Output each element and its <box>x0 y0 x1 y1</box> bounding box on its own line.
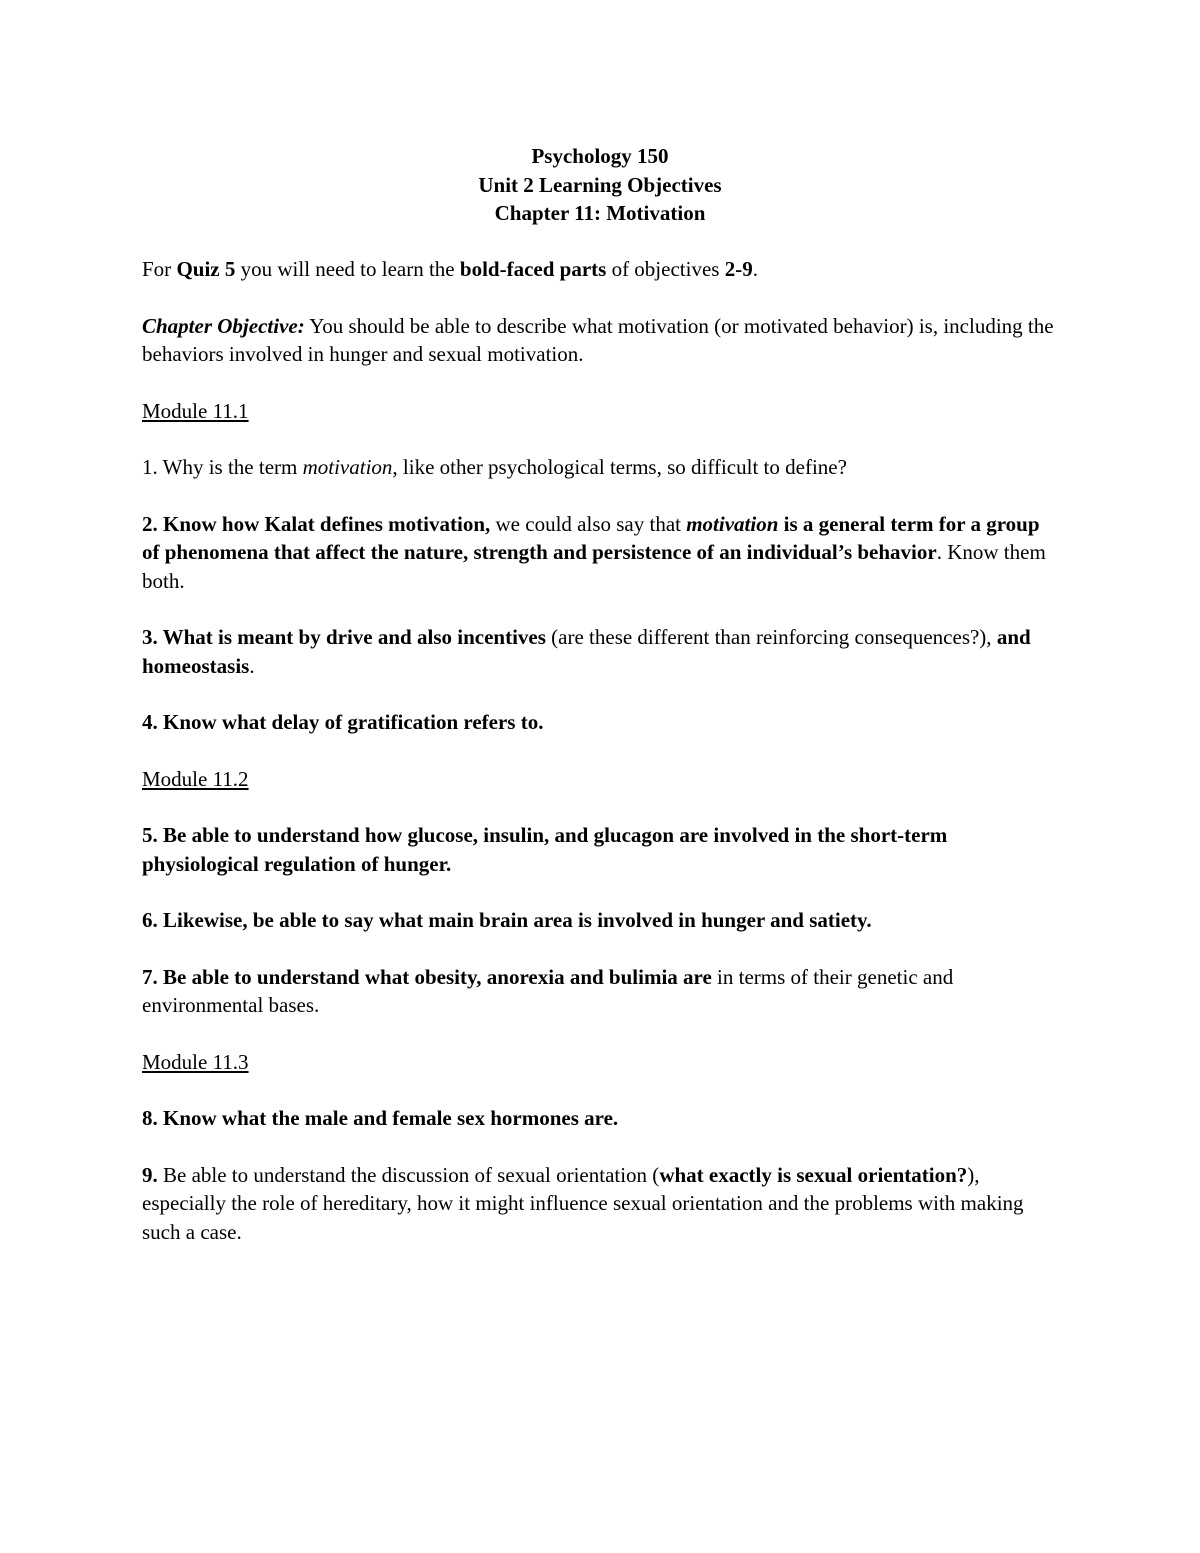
objective-8 <box>142 1104 1062 1133</box>
objective-1 <box>142 453 1062 482</box>
chapter-objective-label: Chapter Objective: <box>142 313 305 338</box>
bold-parts-label: bold-faced parts <box>459 257 607 281</box>
objective-range: 2-9 <box>724 257 753 281</box>
module-heading-11-1: Module 11.1 <box>142 398 249 423</box>
objective-bold-text: 6. Likewise, be able to say what main brain area is involved in hunger and satiety. <box>142 908 872 932</box>
objective-bold-text: 2. Know how Kalat defines motivation, <box>142 511 491 536</box>
objective-3 <box>142 623 1062 680</box>
objective-text: , like other psychological terms, so difficult to define? <box>392 455 847 479</box>
objective-text: 1. Why is the term <box>142 455 303 479</box>
objective-text: ), especially the role of hereditary, how it might influence sexual orientation and the problems with making such a case. <box>142 1162 1024 1244</box>
objective-7 <box>142 963 1062 1020</box>
objective-9 <box>142 1161 1062 1247</box>
chapter-title: Chapter 11: Motivation <box>494 201 706 225</box>
chapter-objective-text: You should be able to describe what motivation (or motivated behavior) is, including the behaviors involved in hunger and sexual motivation. <box>142 313 1054 366</box>
objective-bold-text: 9. <box>142 1162 158 1187</box>
course-title: Psychology 150 <box>531 144 669 168</box>
chapter-objective <box>142 312 1062 369</box>
objective-5 <box>142 821 1062 878</box>
objective-text: . <box>249 653 255 678</box>
objective-bold-text: what exactly is sexual orientation? <box>659 1162 968 1187</box>
intro-text: . <box>752 257 758 281</box>
document-body <box>142 255 1062 1274</box>
objective-bold-text: is a general term for a group of phenomena that affect the nature, strength and persistence of an individual’s behavior <box>142 511 1040 564</box>
intro-text: you will need to learn the <box>235 257 460 281</box>
objective-text: (are these different than reinforcing consequences?), <box>545 625 997 649</box>
objective-bold-text: 4. Know what delay of gratification refers to. <box>142 710 544 734</box>
objective-text: . Know them both. <box>142 540 1046 593</box>
module-heading-11-3: Module 11.3 <box>142 1049 249 1074</box>
quiz-label: Quiz 5 <box>176 257 236 281</box>
objective-text: in terms of their genetic and environmental bases. <box>142 964 954 1017</box>
objective-bold-text: 5. Be able to understand how glucose, insulin, and glucagon are involved in the short-term physiological regulation of hunger. <box>142 823 948 876</box>
intro-paragraph <box>142 255 1062 284</box>
module-heading-11-2: Module 11.2 <box>142 766 249 791</box>
objective-text: Be able to understand the discussion of sexual orientation ( <box>157 1162 660 1187</box>
objective-bold-text: 8. Know what the male and female sex hormones are. <box>142 1106 619 1130</box>
objective-bold-text: and homeostasis <box>142 625 1031 678</box>
document-header <box>0 142 1200 228</box>
objective-2 <box>142 510 1062 596</box>
objective-bold-text: 7. Be able to understand what obesity, anorexia and bulimia are <box>142 964 712 989</box>
intro-text: of objectives <box>606 257 725 281</box>
intro-text: For <box>142 257 177 281</box>
objective-text: we could also say that <box>490 511 687 536</box>
objective-term: motivation <box>686 511 779 536</box>
objective-term: motivation <box>302 455 393 479</box>
objective-bold-text: 3. What is meant by drive and also incentives <box>142 625 546 649</box>
unit-title: Unit 2 Learning Objectives <box>478 172 722 197</box>
objective-4 <box>142 708 1062 737</box>
objective-6 <box>142 906 1062 935</box>
